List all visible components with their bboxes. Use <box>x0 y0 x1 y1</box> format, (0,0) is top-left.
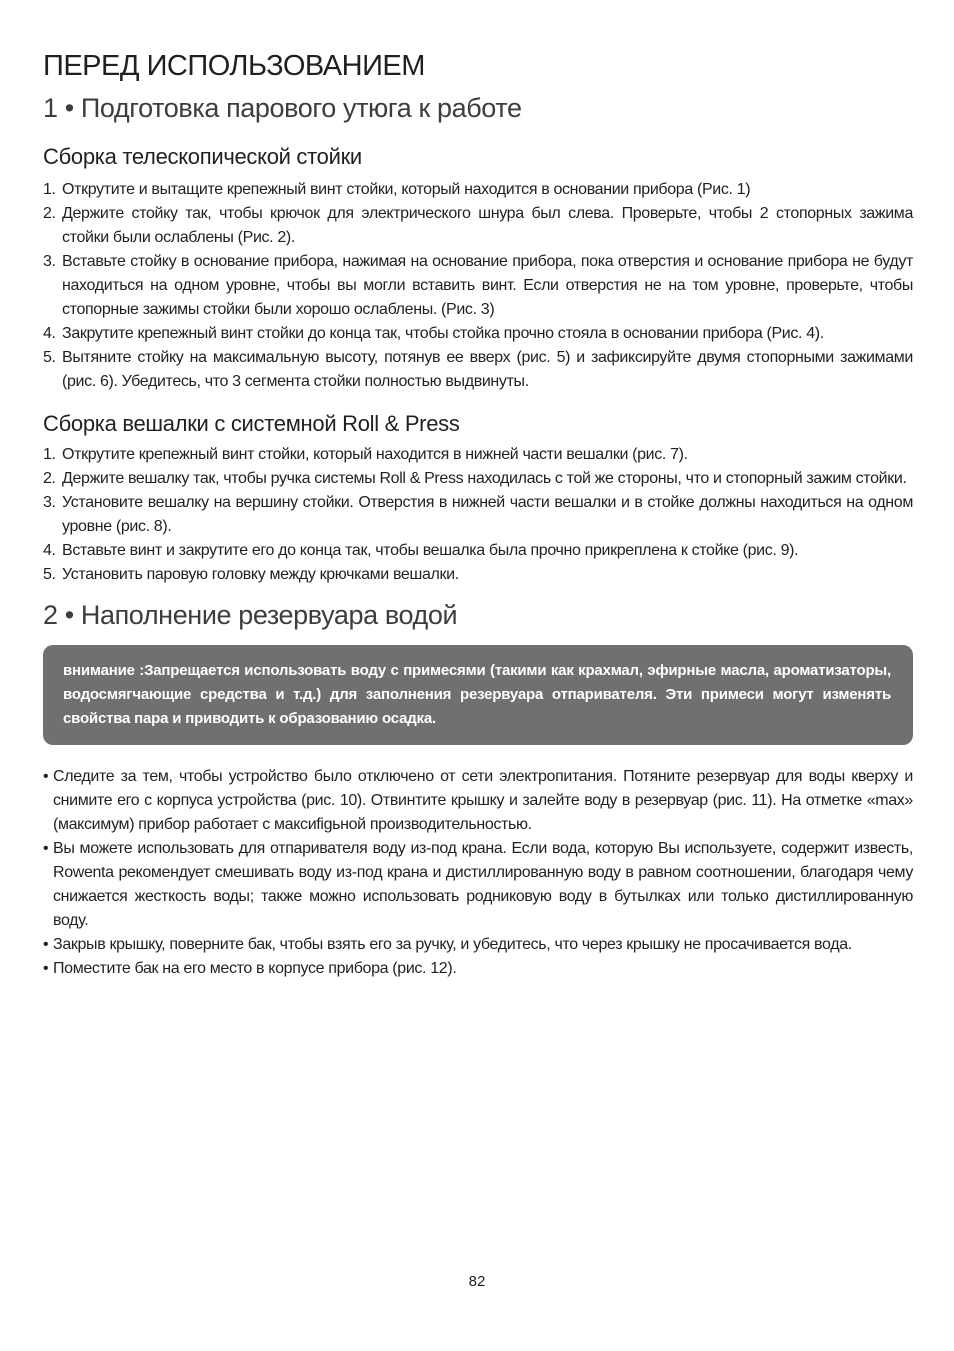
list-item <box>43 539 913 563</box>
warning-box: внимание :Запрещается использовать воду с примесями (такими как крахмал, эфирные масла, ароматизаторы, водосмягчающие средства и т.д.) для заполнения резервуара отпаривателя. Эти примеси могут изменять свойства пара и приводить к образованию осадка. <box>43 645 913 745</box>
step-number: 5. <box>43 349 56 366</box>
list-item <box>43 765 913 837</box>
hanger-assembly-steps <box>43 443 913 587</box>
step-number: 1. <box>43 181 56 198</box>
step-number: 3. <box>43 253 56 270</box>
list-item <box>43 202 913 250</box>
bullet-text: Поместите бак на его место в корпусе прибора (рис. 12). <box>53 960 457 977</box>
bullet-text: Вы можете использовать для отпаривателя воду из-под крана. Если вода, которую Вы используете, содержит известь, Rowenta рекомендует смешивать воду из-под крана и дистиллированную воду в равном соотношении, благодаря чему снижается жесткость воды; также можно использовать родниковую воду в бутылках или только дистиллированную воду. <box>53 840 913 929</box>
step-number: 3. <box>43 494 56 511</box>
section-2-title: 2 • Наполнение резервуара водой <box>43 600 458 630</box>
step-text: Вставьте винт и закрутите его до конца так, чтобы вешалка была прочно прикреплена к стойке (рис. 9). <box>62 542 799 559</box>
list-item <box>43 346 913 394</box>
bullet: • <box>43 840 49 857</box>
list-item <box>43 443 913 467</box>
list-item <box>43 837 913 933</box>
bullet: • <box>43 768 49 785</box>
list-item <box>43 933 913 957</box>
bullet: • <box>43 960 49 977</box>
step-text: Вставьте стойку в основание прибора, нажимая на основание прибора, пока отверстия и основание прибора не будут находиться на одном уровне, чтобы вы могли вставить винт. Если отверстия не на том уровне, проверьте, чтобы стопорные зажимы стойки были хорошо ослаблены. (Рис. 3) <box>62 253 913 318</box>
step-number: 2. <box>43 205 56 222</box>
bullet: • <box>43 936 49 953</box>
page-title: ПЕРЕД ИСПОЛЬЗОВАНИЕМ <box>43 50 425 82</box>
list-item <box>43 563 913 587</box>
step-text: Открутите и вытащите крепежный винт стойки, который находится в основании прибора (Рис. 1) <box>62 181 751 198</box>
step-text: Установите вешалку на вершину стойки. Отверстия в нижней части вешалки и в стойке должны находиться на одном уровне (рис. 8). <box>62 494 913 535</box>
section-1-title: 1 • Подготовка парового утюга к работе <box>43 93 522 123</box>
water-tank-instructions <box>43 765 913 981</box>
stand-assembly-steps <box>43 178 913 394</box>
step-number: 5. <box>43 566 56 583</box>
list-item <box>43 467 913 491</box>
step-text: Открутите крепежный винт стойки, который находится в нижней части вешалки (рис. 7). <box>62 446 688 463</box>
page-number: 82 <box>468 1273 486 1290</box>
bullet-text: Следите за тем, чтобы устройство было отключено от сети электропитания. Потяните резервуар для воды кверху и снимите его с корпуса устройства (рис. 10). Отвинтите крышку и залейте воду в резервуар (рис. 11). На отметке «max» (максимум) прибор работает с максиfigьной производительностью. <box>53 768 913 833</box>
bullet-text: Закрыв крышку, поверните бак, чтобы взять его за ручку, и убедитесь, что через крышку не просачивается вода. <box>53 936 852 953</box>
step-text: Установить паровую головку между крючками вешалки. <box>62 566 459 583</box>
step-text: Вытяните стойку на максимальную высоту, потянув ее вверх (рис. 5) и зафиксируйте двумя стопорными зажимами (рис. 6). Убедитесь, что 3 сегмента стойки полностью выдвинуты. <box>62 349 913 390</box>
list-item <box>43 491 913 539</box>
list-item <box>43 322 913 346</box>
list-item <box>43 250 913 322</box>
step-text: Закрутите крепежный винт стойки до конца так, чтобы стойка прочно стояла в основании прибора (Рис. 4). <box>62 325 824 342</box>
step-number: 2. <box>43 470 56 487</box>
list-item <box>43 957 913 981</box>
hanger-assembly-title: Сборка вешалки с системной Roll & Press <box>43 411 460 436</box>
step-number: 4. <box>43 542 56 559</box>
step-number: 1. <box>43 446 56 463</box>
list-item <box>43 178 913 202</box>
stand-assembly-title: Сборка телескопической стойки <box>43 144 362 169</box>
step-text: Держите вешалку так, чтобы ручка системы Roll & Press находилась с той же стороны, что и стопорный зажим стойки. <box>62 470 907 487</box>
step-text: Держите стойку так, чтобы крючок для электрического шнура был слева. Проверьте, чтобы 2 стопорных зажима стойки были ослаблены (Рис. 2). <box>62 205 913 246</box>
page-content <box>43 44 913 981</box>
step-number: 4. <box>43 325 56 342</box>
